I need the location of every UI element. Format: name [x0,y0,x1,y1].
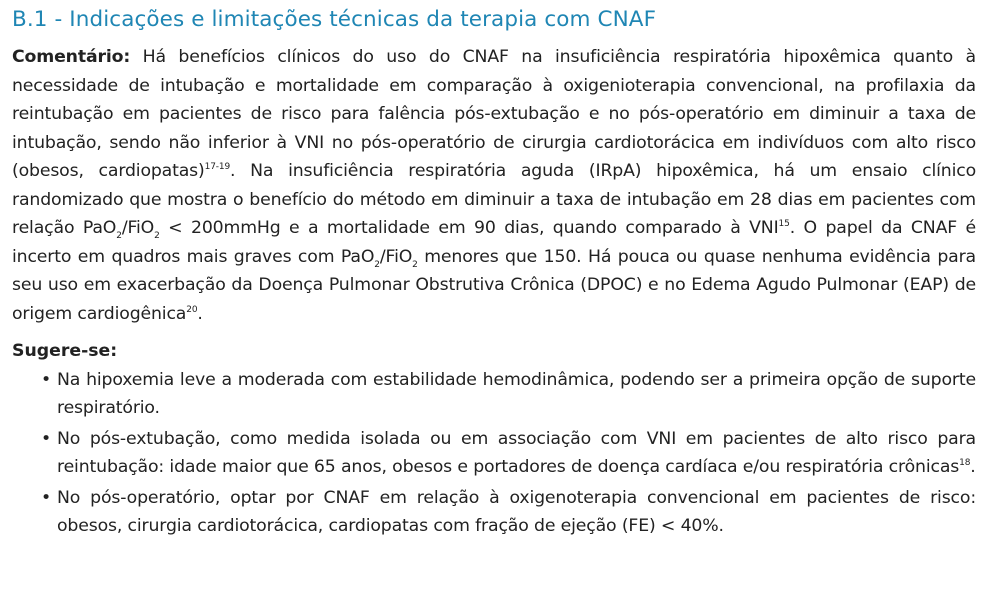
citation-ref: 17-19 [204,162,231,172]
bullet-icon: • [41,369,52,390]
citation-ref: 15 [778,219,790,229]
comment-text: < 200mmHg e a mortalidade em 90 dias, quando comparado à VNI [159,218,779,238]
comment-paragraph [12,43,976,328]
bullet-icon: • [41,487,52,508]
list-item-text: Na hipoxemia leve a moderada com estabilidade hemodinâmica, podendo ser a primeira opção de suporte respiratório. [57,369,976,418]
bullet-icon: • [41,428,52,449]
subscript: 2 [154,231,160,241]
comment-text: . O papel da CNAF é incerto em quadros mais graves com PaO [12,218,976,267]
document-page [12,3,976,541]
comment-text: /FiO [379,246,413,267]
citation-ref: 20 [186,304,198,315]
comment-text: . [197,303,203,324]
list-item-text: No pós-extubação, como medida isolada ou em associação com VNI em pacientes de alto risco para reintubação: idade maior que 65 anos, obesos e portadores de doença cardíaca e/ou respiratória crônicas [57,428,976,477]
list-item [41,366,976,423]
comment-text: menores que 150. Há pouca ou quase nenhuma evidência para seu uso em exacerbação da Doença Pulmonar Obstrutiva Crônica (DPOC) e no Edema Agudo Pulmonar (EAP) de origem cardiogênica [12,246,976,324]
list-item [41,425,976,482]
subscript: 2 [412,259,418,270]
suggest-label: Sugere-se: [12,341,118,361]
list-item [41,484,976,541]
comment-text: /FiO [121,218,155,238]
subscript: 2 [116,231,122,241]
suggest-list [12,366,976,541]
section-title: B.1 - Indicações e limitações técnicas da terapia com CNAF [12,7,657,32]
list-item-text: No pós-operatório, optar por CNAF em relação à oxigenoterapia convencional em pacientes de risco: obesos, cirurgia cardiotorácica, cardiopatas com fração de ejeção (FE) < 40%. [57,487,976,536]
comment-text: Há benefícios clínicos do uso do CNAF na insuficiência respiratória hipoxêmica quanto à necessidade de intubação e mortalidade em comparação à oxigenioterapia convencional, na profilaxia da reintubação em pacientes de risco para falência pós-extubação e no pós-operatório em diminuir a taxa de intubação, sendo não inferior à VNI no pós-operatório de cirurgia cardiotorácica em indivíduos com alto risco (obesos, cardiopatas) [12,47,976,181]
list-item-end: . [970,457,976,477]
comment-text: . Na insuficiência respiratória aguda (IRpA) hipoxêmica, há um ensaio clínico randomizado que mostra o benefício do método em diminuir a taxa de intubação em 28 dias em pacientes com relação PaO [12,161,976,238]
subscript: 2 [374,259,380,270]
citation-ref: 18 [959,458,971,468]
comment-label: Comentário: [12,47,131,67]
